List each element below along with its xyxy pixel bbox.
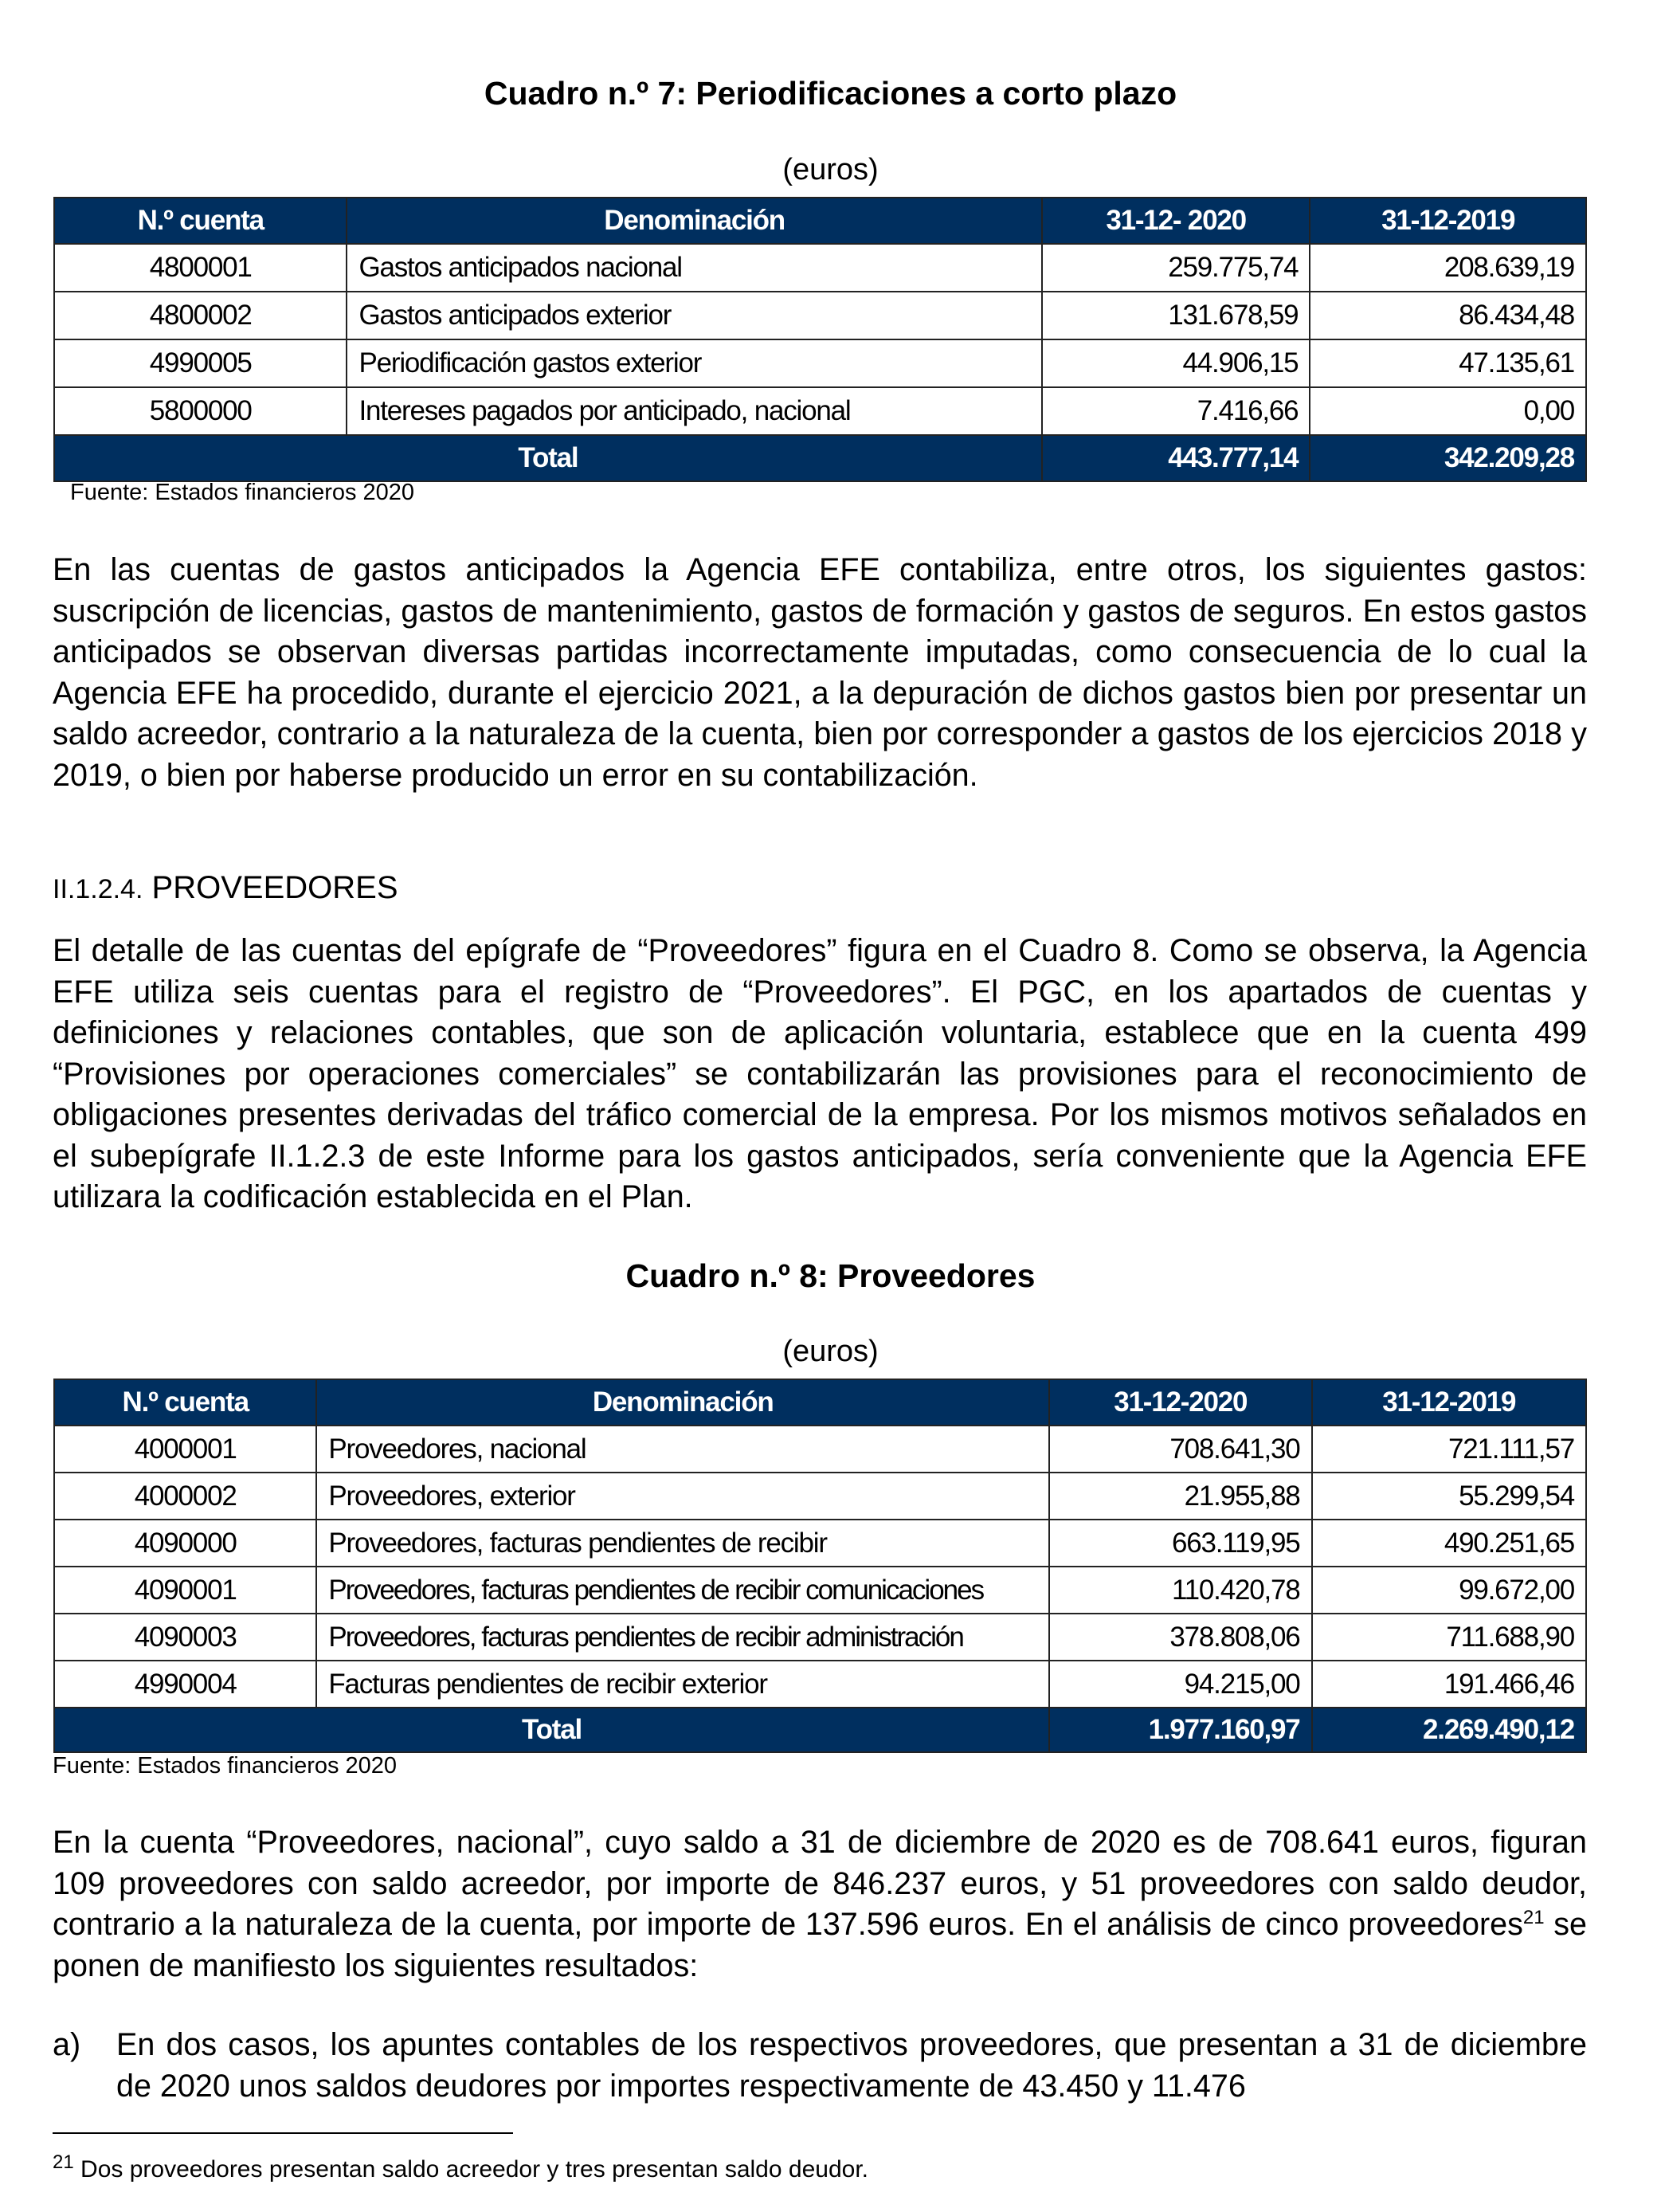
account-number: 4000001 — [54, 1426, 316, 1473]
table8-title: Cuadro n.º 8: Proveedores — [625, 1257, 1036, 1294]
col-header-name: Denominación — [316, 1379, 1049, 1426]
col-header-2019: 31-12-2019 — [1312, 1379, 1586, 1426]
footnote-reference[interactable]: 21 — [1522, 1906, 1545, 1928]
footnote-number: 21 — [53, 2151, 74, 2173]
value-2020: 378.808,06 — [1049, 1614, 1312, 1661]
account-name: Periodificación gastos exterior — [347, 339, 1041, 387]
total-label: Total — [54, 435, 1042, 481]
account-name: Proveedores, facturas pendientes de recibir — [316, 1520, 1049, 1567]
paragraph-proveedores-nacional — [53, 1822, 1587, 1986]
account-number: 4000002 — [54, 1473, 316, 1520]
total-2020: 1.977.160,97 — [1049, 1708, 1312, 1752]
list-item — [53, 2024, 1587, 2107]
account-name: Proveedores, nacional — [316, 1426, 1049, 1473]
col-header-account: N.º cuenta — [54, 1379, 316, 1426]
table-row — [54, 1567, 1586, 1614]
paragraph-gastos-anticipados: En las cuentas de gastos anticipados la Agencia EFE contabiliza, entre otros, los siguientes gastos: suscripción de licencias, gastos de mantenimiento, gastos de formación y gastos de seguros. En estos gastos anticipados se observan diversas partidas incorrectamente imputadas, como consecuencia de lo cual la Agencia EFE ha procedido, durante el ejercicio 2021, a la depuración de dichos gastos bien por presentar un saldo acreedor, contrario a la naturaleza de la cuenta, bien por corresponder a gastos de los ejercicios 2018 y 2019, o bien por haberse producido un error en su contabilización. — [53, 552, 1587, 793]
account-number: 4090001 — [54, 1567, 316, 1614]
list-item-text: En dos casos, los apuntes contables de los respectivos proveedores, que presentan a 31 de diciembre de 2020 unos saldos deudores por importes respectivamente de 43.450 y 11.476 — [116, 2027, 1587, 2104]
value-2019: 47.135,61 — [1310, 339, 1586, 387]
table7-unit: (euros) — [782, 153, 879, 186]
value-2019: 86.434,48 — [1310, 292, 1586, 339]
total-2020: 443.777,14 — [1042, 435, 1310, 481]
value-2019: 208.639,19 — [1310, 244, 1586, 292]
section-title: PROVEEDORES — [151, 870, 398, 905]
col-header-name: Denominación — [347, 198, 1041, 244]
account-name: Intereses pagados por anticipado, nacional — [347, 387, 1041, 435]
value-2019: 721.111,57 — [1312, 1426, 1586, 1473]
value-2019: 191.466,46 — [1312, 1661, 1586, 1708]
account-name: Proveedores, facturas pendientes de recibir comunicaciones — [316, 1567, 1049, 1614]
account-number: 4800001 — [54, 244, 347, 292]
value-2020: 44.906,15 — [1042, 339, 1310, 387]
table-row — [54, 1520, 1586, 1567]
value-2020: 663.119,95 — [1049, 1520, 1312, 1567]
table-row — [54, 339, 1586, 387]
table8-unit: (euros) — [782, 1335, 879, 1368]
list-marker: a) — [53, 2027, 81, 2062]
value-2019: 99.672,00 — [1312, 1567, 1586, 1614]
table-row — [54, 1473, 1586, 1520]
col-header-2019: 31-12-2019 — [1310, 198, 1586, 244]
total-label: Total — [54, 1708, 1049, 1752]
total-2019: 342.209,28 — [1310, 435, 1586, 481]
value-2020: 708.641,30 — [1049, 1426, 1312, 1473]
value-2020: 21.955,88 — [1049, 1473, 1312, 1520]
account-number: 5800000 — [54, 387, 347, 435]
table8 — [53, 1379, 1587, 1753]
table-row — [54, 1661, 1586, 1708]
table-row — [54, 387, 1586, 435]
footnote-separator — [53, 2132, 513, 2134]
table-row — [54, 1614, 1586, 1661]
col-header-2020: 31-12-2020 — [1049, 1379, 1312, 1426]
table8-total-row — [54, 1708, 1586, 1752]
col-header-2020: 31-12- 2020 — [1042, 198, 1310, 244]
table8-header-row — [54, 1379, 1586, 1426]
value-2020: 259.775,74 — [1042, 244, 1310, 292]
value-2019: 55.299,54 — [1312, 1473, 1586, 1520]
table8-source: Fuente: Estados financieros 2020 — [53, 1753, 398, 1779]
table7-header-row — [54, 198, 1586, 244]
account-number: 4990004 — [54, 1661, 316, 1708]
account-number: 4990005 — [54, 339, 347, 387]
account-name: Proveedores, exterior — [316, 1473, 1049, 1520]
footnote — [53, 2151, 868, 2183]
table-row — [54, 292, 1586, 339]
value-2019: 0,00 — [1310, 387, 1586, 435]
account-number: 4090000 — [54, 1520, 316, 1567]
account-name: Gastos anticipados exterior — [347, 292, 1041, 339]
section-heading — [53, 870, 398, 906]
account-number: 4090003 — [54, 1614, 316, 1661]
table7-source: Fuente: Estados financieros 2020 — [70, 480, 415, 505]
table7-title: Cuadro n.º 7: Periodificaciones a corto plazo — [484, 75, 1177, 112]
paragraph-proveedores: El detalle de las cuentas del epígrafe de “Proveedores” figura en el Cuadro 8. Como se observa, la Agencia EFE utiliza seis cuentas para el registro de “Proveedores”. El PGC, en los apartados de cuentas y definiciones y relaciones contables, que son de aplicación voluntaria, establece que en la cuenta 499 “Provisiones por operaciones comerciales” se contabilizarán las provisiones para el reconocimiento de obligaciones presentes derivadas del tráfico comercial de la empresa. Por los mismos motivos señalados en el subepígrafe II.1.2.3 de este Informe para los gastos anticipados, sería conveniente que la Agencia EFE utilizara la codificación establecida en el Plan. — [53, 933, 1587, 1214]
section-number: II.1.2.4. — [53, 874, 143, 904]
footnote-text: Dos proveedores presentan saldo acreedor y tres presentan saldo deudor. — [73, 2156, 868, 2183]
table7 — [53, 197, 1587, 482]
value-2020: 94.215,00 — [1049, 1661, 1312, 1708]
col-header-account: N.º cuenta — [54, 198, 347, 244]
value-2020: 7.416,66 — [1042, 387, 1310, 435]
account-name: Facturas pendientes de recibir exterior — [316, 1661, 1049, 1708]
paragraph-text-cont: se ponen de manifiesto los siguientes resultados: — [53, 1907, 1587, 1983]
table-row — [54, 1426, 1586, 1473]
paragraph-text: En la cuenta “Proveedores, nacional”, cuyo saldo a 31 de diciembre de 2020 es de 708.641 euros, figuran 109 proveedores con saldo acreedor, por importe de 846.237 euros, y 51 proveedores con saldo deudor, contrario a la naturaleza de la cuenta, por importe de 137.596 euros. En el análisis de cinco proveedores — [53, 1825, 1587, 1942]
value-2020: 110.420,78 — [1049, 1567, 1312, 1614]
table7-total-row — [54, 435, 1586, 481]
account-name: Gastos anticipados nacional — [347, 244, 1041, 292]
value-2019: 490.251,65 — [1312, 1520, 1586, 1567]
table-row — [54, 244, 1586, 292]
account-number: 4800002 — [54, 292, 347, 339]
value-2019: 711.688,90 — [1312, 1614, 1586, 1661]
account-name: Proveedores, facturas pendientes de recibir administración — [316, 1614, 1049, 1661]
value-2020: 131.678,59 — [1042, 292, 1310, 339]
total-2019: 2.269.490,12 — [1312, 1708, 1586, 1752]
